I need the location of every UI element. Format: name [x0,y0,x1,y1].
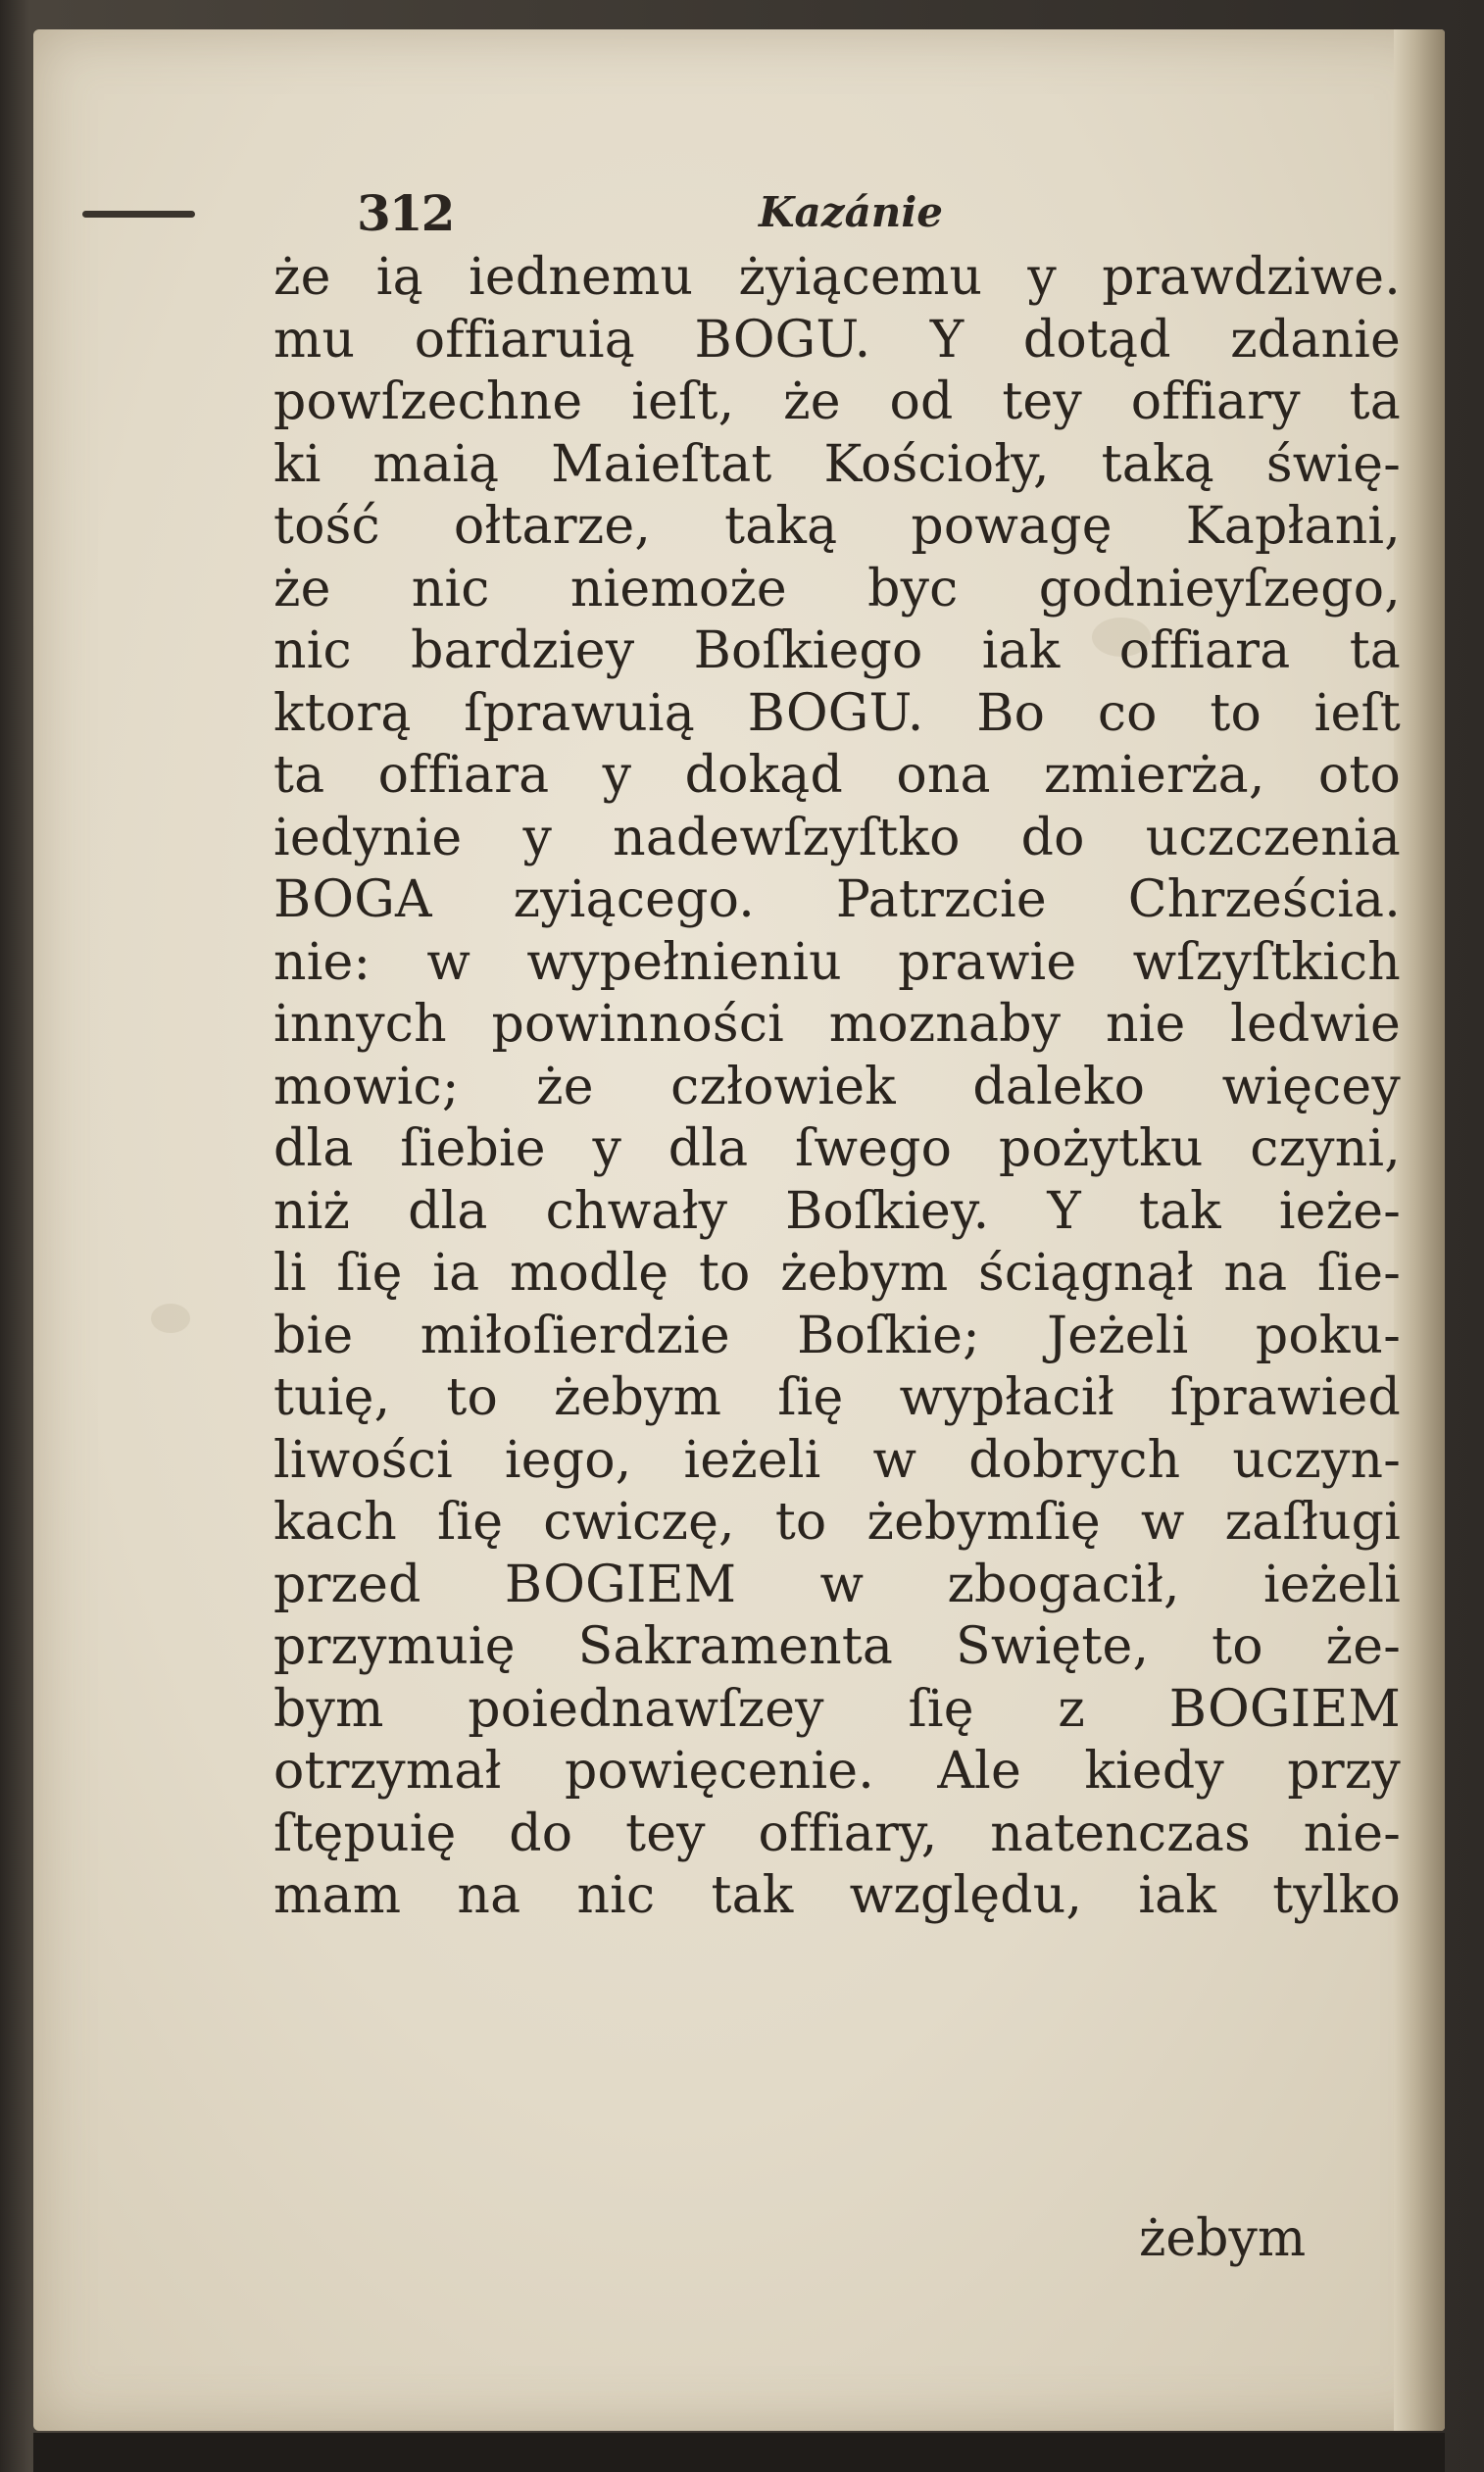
text-line: kach ſię cwiczę, to żebymſię w zaſługi [273,1493,1401,1552]
text-line: li ſię ia modlę to żebym ściągnął na ſie- [273,1244,1401,1303]
text-line: ki maią Maieſtat Kościoły, taką świę- [273,434,1401,494]
text-line: dla ſiebie y dla ſwego pożytku czyni, [273,1119,1401,1178]
page-header [33,176,1445,245]
text-line: mu offiaruią BOGU. Y dotąd zdanie [273,310,1401,370]
text-line: bym poiednawſzey ſię z BOGIEM [273,1679,1401,1739]
text-line: niż dla chwały Boſkiey. Y tak ieże- [273,1181,1401,1241]
text-line: przymuię Sakramenta Swięte, to że- [273,1617,1401,1676]
text-line: otrzymał powięcenie. Ale kiedy przy [273,1742,1401,1801]
text-line: bie miłoſierdzie Boſkie; Jeżeli poku- [273,1306,1401,1365]
text-line: mowic; że człowiek daleko więcey [273,1057,1401,1116]
running-head: Kazánie [759,188,943,236]
page-gutter-edge [1394,29,1445,2431]
text-line: liwości iego, ieżeli w dobrych uczyn- [273,1430,1401,1490]
scan-bottom-strip [33,2433,1445,2472]
catchword: żebym [1139,2209,1307,2268]
header-ornament-dash [82,211,195,218]
page-number: 312 [357,184,454,242]
text-line: ſtępuię do tey offiary, natenczas nie- [273,1804,1401,1863]
text-line: tość ołtarze, taką powagę Kapłani, [273,497,1401,556]
text-line: mam na nic tak względu, iak tylko [273,1866,1401,1925]
text-line: ktorą ſprawuią BOGU. Bo co to ieſt [273,683,1401,743]
text-line: że ią iednemu żyiącemu y prawdziwe. [273,248,1401,307]
text-line: nie: w wypełnieniu prawie wſzyſtkich [273,932,1401,992]
text-line: nic bardziey Boſkiego iak offiara ta [273,621,1401,680]
body-text [273,247,1401,1928]
text-line: przed BOGIEM w zbogacił, ieżeli [273,1555,1401,1614]
text-line: tuię, to żebym ſię wypłacił ſprawied [273,1368,1401,1427]
text-line: iedynie y nadewſzyſtko do uczczenia [273,808,1401,867]
text-line: innych powinności moznaby nie ledwie [273,995,1401,1054]
paper-stain [151,1304,190,1333]
text-line: powſzechne ieſt, że od tey offiary ta [273,372,1401,431]
book-page [33,29,1445,2431]
text-line: BOGA zyiącego. Patrzcie Chrześcia. [273,870,1401,929]
text-line: że nic niemoże byc godnieyſzego, [273,559,1401,618]
text-line: ta offiara y dokąd ona zmierża, oto [273,746,1401,805]
